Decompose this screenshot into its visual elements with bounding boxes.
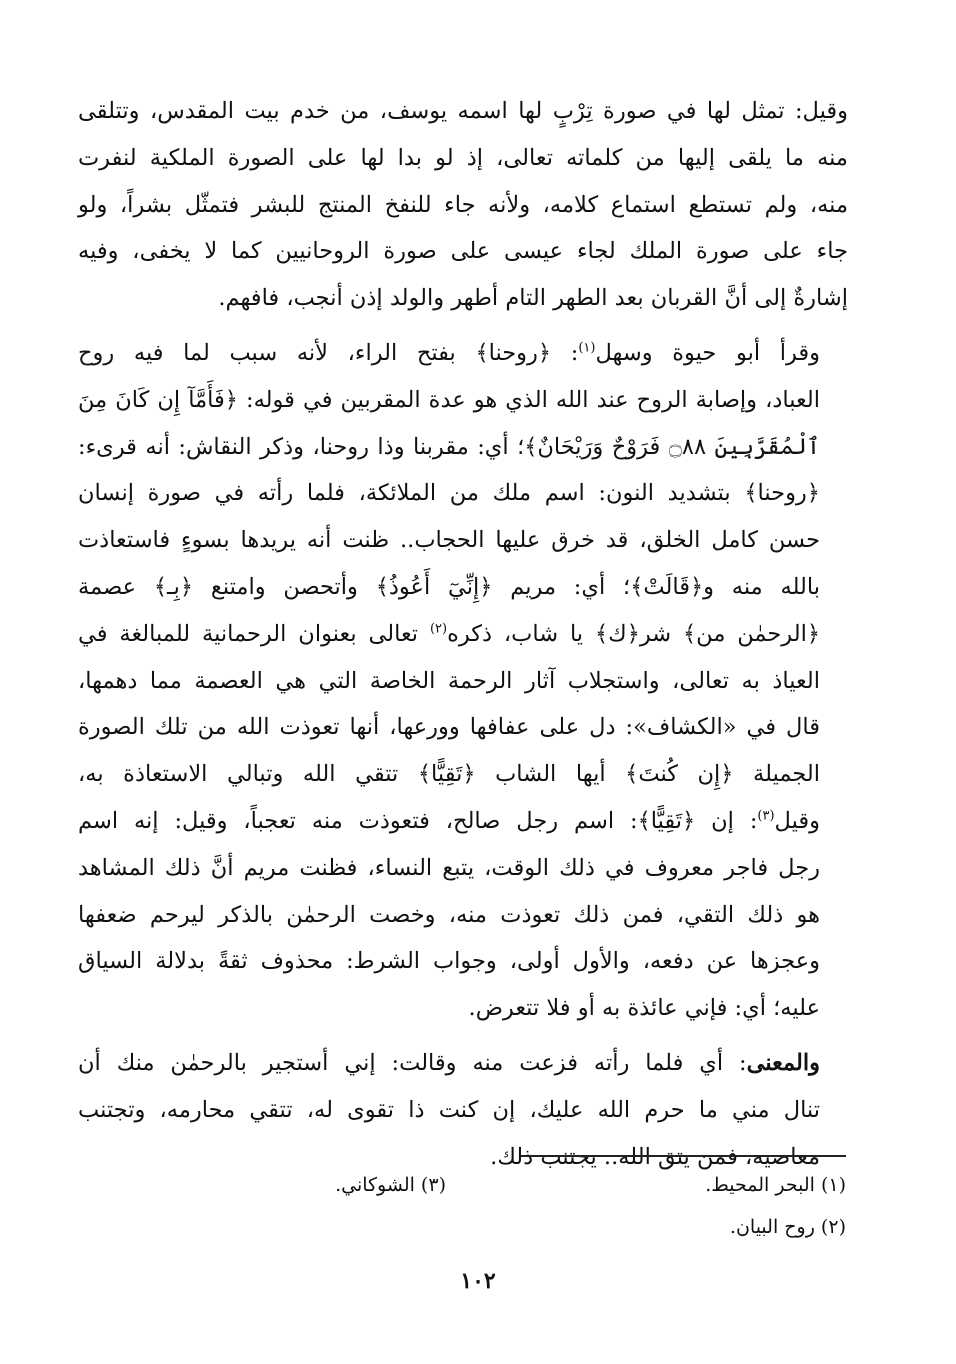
paragraph-1: [78, 88, 848, 322]
text-line: ﴿روحنا﴾ بتشديد النون: اسم ملك من الملائكة، فلما رأته في صورة إنسان: [78, 480, 820, 507]
text-line: الجميلة ﴿إِن كُنتَ﴾ أيها الشاب ﴿تَقِيًّا﴾ تتقي الله وتبالي الاستعاذة به،: [78, 761, 820, 788]
text-line: بالله منه و﴿قَالَتْ﴾؛ أي: مريم ﴿إِنِّيٓ أَعُوذُ﴾ وأتحصن وامتنع ﴿بِـ﴾ عصمة: [78, 573, 820, 600]
text-line: جاء على صورة الملك لجاء عيسى على صورة الروحانيين كما لا يخفى، وفيه: [78, 238, 848, 265]
text-line: رجل فاجر معروف في ذلك الوقت، يتبع النساء، فظنت مريم أنَّ ذلك المشاهد: [78, 854, 820, 881]
text-line: حسن كامل الخلق، قد خرق عليها الحجاب.. ظنت أنه يريدها بسوءٍ فاستعاذت: [78, 527, 820, 554]
text-line: [78, 798, 848, 845]
text-line: ٱلْمُقَرَّبِينَ ۝٨٨ فَرَوْحٌ وَرَيْحَانٌ﴾؛ أي: مقربنا وذا روحنا، وذكر النقاش: أنه قرىء:: [78, 433, 820, 460]
footnote-ref-2[interactable]: (٢): [429, 621, 448, 637]
text-line: العباد، وإصابة الروح عند الله الذي هو عدة المقربين في قوله: ﴿فَأَمَّآ إِن كَانَ مِنَ: [78, 386, 820, 413]
footnote-1: (١) البحر المحيط.: [705, 1174, 846, 1196]
text-line: وقيل: تمثل لها في صورة تِرْبٍ لها اسمه يوسف، من خدم بيت المقدس، وتتلقى: [78, 98, 848, 124]
line-text: تعالى بعنوان الرحمانية للمبالغة في: [78, 620, 430, 647]
line-text: وقيل: [774, 807, 820, 834]
text-line: وعجزها عن دفعه، والأول أولى، وجواب الشرط: محذوف ثقةً بدلالة السياق: [78, 948, 820, 975]
footnote-ref-3[interactable]: (٣): [757, 808, 775, 824]
paragraph-3: [78, 1040, 848, 1180]
text-line: عليه؛ أي: فإني عائذة به أو فلا تتعرض.: [468, 995, 820, 1022]
line-text: : ﴿روحنا﴾ بفتح الراء، لأنه سبب لما فيه روح: [78, 339, 579, 366]
text-line: [78, 330, 848, 377]
line-text: : أي فلما رأته فزعت منه وقالت: إني أستجير بالرحمٰن منك أن: [78, 1049, 747, 1076]
footnote-divider: [520, 1155, 846, 1157]
footnote-ref-1[interactable]: (١): [578, 340, 596, 356]
paragraph-2: [78, 330, 848, 1032]
line-text: : إن ﴿تَقِيًّا﴾: اسم رجل صالح، فتعوذت منه تعجباً، وقيل: إنه اسم: [78, 807, 758, 834]
text-line: قال في «الكشاف»: دل على عفافها وورعها، أنها تعوذت الله من تلك الصورة: [78, 714, 820, 741]
line-text: وقرأ أبو حيوة وسهل: [595, 339, 820, 366]
footnote-2: (٢) روح البيان.: [729, 1216, 846, 1238]
text-line: منه، ولم تستطع استماع كلامه، ولأنه جاء للنفخ المنتج للبشر فتمثّل بشراً، ولو: [78, 191, 848, 218]
line-text: ﴿الرحمٰن من﴾ شر﴿ك﴾ يا شاب، ذكره: [447, 620, 820, 647]
footnote-3: (٣) الشوكاني.: [335, 1174, 446, 1196]
text-line: تنال مني ما حرم الله عليك، إن كنت ذا تقوى له، تتقي محارمه، وتجتنب: [78, 1096, 820, 1123]
meaning-label: والمعنى: [746, 1049, 820, 1076]
text-line: إشارةٌ إلى أنَّ القربان بعد الطهر التام أطهر والولد إذن أنجب، فافهم.: [218, 285, 848, 312]
page-number: ١٠٢: [460, 1268, 496, 1294]
text-line: منه ما يلقى إليها من كلماته تعالى، إذ لو بدا لها على الصورة الملكية لنفرت: [78, 144, 848, 171]
body-text: [78, 88, 848, 1180]
text-line: [78, 1040, 848, 1087]
text-line: العياذ به تعالى، واستجلاب آثار الرحمة الخاصة التي هي العصمة مما دهمها،: [78, 667, 820, 694]
text-line: هو ذلك التقي، فمن ذلك تعوذت منه، وخصت الرحمٰن بالذكر ليرحم ضعفها: [78, 901, 820, 928]
text-line: [78, 611, 848, 658]
text-line: معاصيه، فمن يتق الله.. يجتنب ذلك.: [490, 1143, 820, 1170]
